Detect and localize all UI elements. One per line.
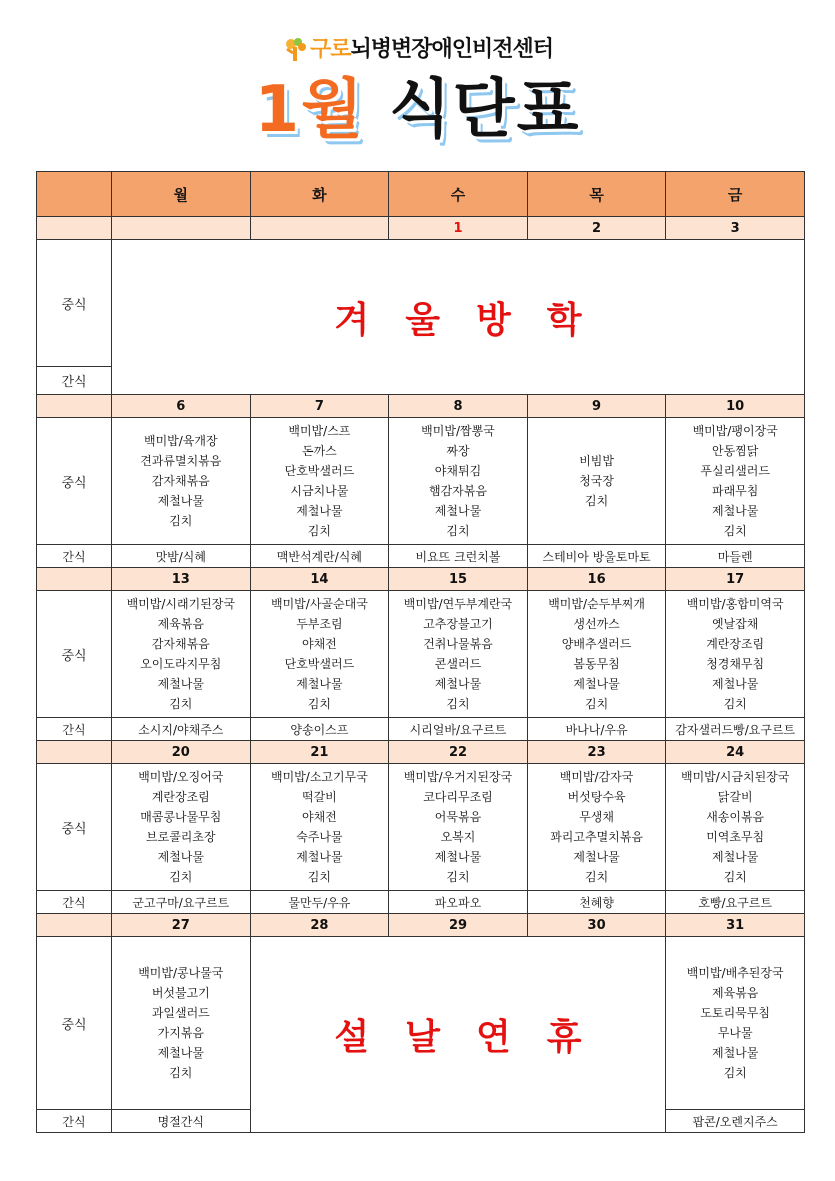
dish-item: 김치 bbox=[584, 870, 609, 884]
dish-item: 무생채 bbox=[579, 810, 614, 824]
lunch-row bbox=[37, 591, 805, 718]
snack-cell: 감자샐러드빵/요구르트 bbox=[666, 718, 805, 741]
dish-item: 백미밥/순두부찌개 bbox=[548, 597, 645, 611]
lunch-cell bbox=[666, 937, 805, 1110]
dish-item: 백미밥/배추된장국 bbox=[686, 966, 784, 980]
date-row bbox=[37, 217, 805, 240]
dish-item: 백미밥/콩나물국 bbox=[138, 966, 224, 980]
weekday-header: 목 bbox=[527, 172, 666, 217]
dish-item: 야채전 bbox=[302, 810, 337, 824]
snack-row bbox=[37, 718, 805, 741]
dish-item: 닭갈비 bbox=[717, 790, 753, 804]
corner-cell bbox=[37, 172, 112, 217]
snack-cell: 팝콘/오렌지주스 bbox=[666, 1110, 805, 1133]
dish-item: 김치 bbox=[446, 870, 470, 884]
dish-item: 버섯탕수육 bbox=[567, 790, 626, 804]
lunch-cell bbox=[389, 418, 528, 545]
dish-item: 브로콜리초장 bbox=[146, 830, 216, 844]
dish-item: 시금치나물 bbox=[290, 484, 349, 498]
dish-item: 제철나물 bbox=[157, 850, 204, 864]
dish-item: 김치 bbox=[307, 870, 331, 884]
dish-item: 매콤콩나물무침 bbox=[140, 810, 222, 824]
lunch-row bbox=[37, 418, 805, 545]
lunch-cell bbox=[527, 764, 666, 891]
date-cell: 15 bbox=[389, 568, 528, 591]
dish-item: 안동찜닭 bbox=[711, 444, 759, 458]
page-title bbox=[0, 68, 835, 152]
date-cell: 28 bbox=[250, 914, 389, 937]
dish-item: 제철나물 bbox=[711, 1046, 759, 1060]
dish-item: 야채튀김 bbox=[434, 464, 482, 478]
dish-item: 백미밥/시래기된장국 bbox=[126, 597, 235, 611]
dish-item: 어묵볶음 bbox=[434, 810, 482, 824]
dish-item: 꽈리고추멸치볶음 bbox=[550, 830, 643, 844]
date-cell: 23 bbox=[527, 741, 666, 764]
dish-item: 생선까스 bbox=[573, 617, 620, 631]
dish-item: 건취나물볶음 bbox=[423, 637, 493, 651]
dish-item: 백미밥/스프 bbox=[288, 424, 351, 438]
dish-item: 가지볶음 bbox=[157, 1026, 204, 1040]
dish-item: 버섯불고기 bbox=[151, 986, 210, 1000]
lunch-label: 중식 bbox=[37, 418, 112, 545]
dish-item: 김치 bbox=[584, 697, 609, 711]
snack-row bbox=[37, 891, 805, 914]
dish-item: 백미밥/시금치된장국 bbox=[680, 770, 790, 784]
date-row bbox=[37, 741, 805, 764]
lunch-cell bbox=[112, 937, 251, 1110]
dish-item: 제철나물 bbox=[157, 1046, 204, 1060]
dish-item: 햄감자볶음 bbox=[429, 484, 487, 498]
snack-cell: 바나나/우유 bbox=[527, 718, 666, 741]
snack-cell: 스테비아 방울토마토 bbox=[527, 545, 666, 568]
snack-cell: 명절간식 bbox=[112, 1110, 251, 1133]
dish-item: 제철나물 bbox=[296, 850, 343, 864]
date-cell: 13 bbox=[112, 568, 251, 591]
dish-item: 김치 bbox=[446, 697, 470, 711]
lunch-cell bbox=[250, 418, 389, 545]
dish-item: 제철나물 bbox=[434, 504, 482, 518]
weekday-header-row bbox=[37, 172, 805, 217]
page-header bbox=[0, 0, 835, 165]
dish-item: 제육볶음 bbox=[711, 986, 759, 1000]
snack-cell: 맥반석계란/식혜 bbox=[250, 545, 389, 568]
dish-item: 제철나물 bbox=[711, 850, 759, 864]
dish-item: 백미밥/소고기무국 bbox=[271, 770, 368, 784]
dish-item: 김치 bbox=[169, 514, 193, 528]
dish-item: 김치 bbox=[723, 870, 747, 884]
snack-cell: 마들렌 bbox=[666, 545, 805, 568]
snack-label: 간식 bbox=[37, 1110, 112, 1133]
snack-cell: 비요뜨 크런치볼 bbox=[389, 545, 528, 568]
lunch-cell bbox=[527, 591, 666, 718]
dish-item: 김치 bbox=[169, 870, 193, 884]
title-month: 1월 bbox=[254, 73, 365, 147]
date-cell: 9 bbox=[527, 395, 666, 418]
dish-item: 제철나물 bbox=[711, 677, 759, 691]
tree-person-icon bbox=[282, 37, 308, 63]
lunch-cell bbox=[112, 418, 251, 545]
snack-label: 간식 bbox=[37, 545, 112, 568]
lunch-cell bbox=[666, 591, 805, 718]
dish-item: 김치 bbox=[723, 1066, 747, 1080]
org-brand: 구로 bbox=[309, 37, 351, 62]
dish-item: 옛날잡채 bbox=[711, 617, 759, 631]
dish-item: 짜장 bbox=[446, 444, 470, 458]
snack-cell: 맛밤/식혜 bbox=[112, 545, 251, 568]
dish-item: 제철나물 bbox=[296, 677, 343, 691]
dish-item: 감자채볶음 bbox=[151, 474, 210, 488]
lunch-label: 중식 bbox=[37, 240, 112, 367]
dish-item: 계란장조림 bbox=[706, 637, 765, 651]
lunch-label: 중식 bbox=[37, 591, 112, 718]
dish-item: 비빔밥 bbox=[579, 454, 614, 468]
lunch-cell bbox=[389, 591, 528, 718]
date-row-label bbox=[37, 395, 112, 418]
date-cell: 3 bbox=[666, 217, 805, 240]
dish-item: 제철나물 bbox=[434, 677, 482, 691]
banner-text: 설날연휴 bbox=[334, 1017, 618, 1058]
date-cell: 10 bbox=[666, 395, 805, 418]
dish-item: 제철나물 bbox=[573, 677, 620, 691]
dish-item: 제철나물 bbox=[157, 494, 204, 508]
snack-cell: 군고구마/요구르트 bbox=[112, 891, 251, 914]
date-cell: 2 bbox=[527, 217, 666, 240]
dish-item: 단호박샐러드 bbox=[284, 464, 355, 478]
lunch-cell bbox=[527, 418, 666, 545]
lunch-row bbox=[37, 937, 805, 1110]
dish-item: 감자채볶음 bbox=[151, 637, 210, 651]
lunch-cell bbox=[112, 591, 251, 718]
date-cell bbox=[112, 217, 251, 240]
date-cell: 6 bbox=[112, 395, 251, 418]
lunch-cell bbox=[112, 764, 251, 891]
dish-item: 김치 bbox=[169, 1066, 193, 1080]
snack-label: 간식 bbox=[37, 891, 112, 914]
org-name: 뇌병변장애인비전센터 bbox=[350, 37, 554, 62]
dish-item: 도토리묵무침 bbox=[700, 1006, 770, 1020]
dish-item: 청국장 bbox=[579, 474, 614, 488]
title-text: 식단표 bbox=[388, 73, 581, 147]
weekday-header: 금 bbox=[666, 172, 805, 217]
date-cell: 24 bbox=[666, 741, 805, 764]
dish-item: 새송이볶음 bbox=[706, 810, 765, 824]
lunch-cell bbox=[250, 764, 389, 891]
dish-item: 코다리무조림 bbox=[423, 790, 493, 804]
dish-item: 과일샐러드 bbox=[151, 1006, 210, 1020]
weekday-header: 월 bbox=[112, 172, 251, 217]
dish-item: 제철나물 bbox=[711, 504, 759, 518]
date-cell: 30 bbox=[527, 914, 666, 937]
dish-item: 제철나물 bbox=[157, 677, 204, 691]
date-cell: 14 bbox=[250, 568, 389, 591]
dish-item: 숙주나물 bbox=[296, 830, 343, 844]
weekday-header: 화 bbox=[250, 172, 389, 217]
dish-item: 계란장조림 bbox=[151, 790, 210, 804]
snack-row bbox=[37, 545, 805, 568]
meal-table bbox=[36, 171, 805, 1133]
dish-item: 백미밥/짬뽕국 bbox=[421, 424, 495, 438]
date-cell: 29 bbox=[389, 914, 528, 937]
snack-cell: 파오파오 bbox=[389, 891, 528, 914]
date-cell bbox=[250, 217, 389, 240]
dish-item: 고추장불고기 bbox=[423, 617, 493, 631]
dish-item: 떡갈비 bbox=[302, 790, 337, 804]
dish-item: 김치 bbox=[307, 524, 331, 538]
dish-item: 김치 bbox=[307, 697, 331, 711]
dish-item: 김치 bbox=[169, 697, 193, 711]
snack-label: 간식 bbox=[37, 367, 112, 395]
date-cell: 17 bbox=[666, 568, 805, 591]
dish-item: 양배추샐러드 bbox=[561, 637, 632, 651]
dish-item: 백미밥/육개장 bbox=[143, 434, 218, 448]
dish-item: 백미밥/연두부계란국 bbox=[403, 597, 513, 611]
org-line bbox=[0, 32, 835, 63]
date-row bbox=[37, 568, 805, 591]
date-row-label bbox=[37, 914, 112, 937]
date-cell: 31 bbox=[666, 914, 805, 937]
dish-item: 제철나물 bbox=[434, 850, 482, 864]
lunch-label: 중식 bbox=[37, 937, 112, 1110]
dish-item: 백미밥/우거지된장국 bbox=[403, 770, 513, 784]
dish-item: 오복지 bbox=[440, 830, 476, 844]
dish-item: 김치 bbox=[723, 697, 747, 711]
lunch-row bbox=[37, 240, 805, 367]
date-cell: 27 bbox=[112, 914, 251, 937]
dish-item: 김치 bbox=[723, 524, 747, 538]
dish-item: 제육볶음 bbox=[157, 617, 204, 631]
dish-item: 두부조림 bbox=[296, 617, 343, 631]
snack-cell: 호빵/요구르트 bbox=[666, 891, 805, 914]
snack-cell: 소시지/야채주스 bbox=[112, 718, 251, 741]
date-cell: 8 bbox=[389, 395, 528, 418]
dish-item: 콘샐러드 bbox=[434, 657, 482, 671]
dish-item: 미역초무침 bbox=[706, 830, 765, 844]
lunch-cell bbox=[250, 591, 389, 718]
dish-item: 돈까스 bbox=[302, 444, 337, 458]
dish-item: 제철나물 bbox=[296, 504, 343, 518]
weekday-header: 수 bbox=[389, 172, 528, 217]
dish-item: 푸실리샐러드 bbox=[700, 464, 770, 478]
snack-cell: 천혜향 bbox=[527, 891, 666, 914]
snack-label: 간식 bbox=[37, 718, 112, 741]
snack-cell: 시리얼바/요구르트 bbox=[389, 718, 528, 741]
date-row-label bbox=[37, 568, 112, 591]
dish-item: 백미밥/감자국 bbox=[559, 770, 634, 784]
dish-item: 견과류멸치볶음 bbox=[140, 454, 222, 468]
date-row-label bbox=[37, 741, 112, 764]
lunch-cell bbox=[389, 764, 528, 891]
dish-item: 김치 bbox=[446, 524, 470, 538]
dish-item: 백미밥/홍합미역국 bbox=[686, 597, 784, 611]
dish-item: 청경채무침 bbox=[706, 657, 765, 671]
date-cell: 22 bbox=[389, 741, 528, 764]
dish-item: 파래무침 bbox=[711, 484, 759, 498]
date-cell: 1 bbox=[389, 217, 528, 240]
dish-item: 백미밥/팽이장국 bbox=[692, 424, 778, 438]
date-row-label bbox=[37, 217, 112, 240]
lunch-cell bbox=[666, 418, 805, 545]
banner-text: 겨울방학 bbox=[334, 299, 618, 341]
dish-item: 백미밥/사골순대국 bbox=[271, 597, 368, 611]
dish-item: 오이도라지무침 bbox=[140, 657, 222, 671]
date-cell: 7 bbox=[250, 395, 389, 418]
dish-item: 무나물 bbox=[717, 1026, 753, 1040]
date-row bbox=[37, 395, 805, 418]
dish-item: 단호박샐러드 bbox=[284, 657, 355, 671]
lunch-row bbox=[37, 764, 805, 891]
dish-item: 백미밥/오징어국 bbox=[138, 770, 224, 784]
snack-cell: 양송이스프 bbox=[250, 718, 389, 741]
dish-item: 봄동무침 bbox=[573, 657, 620, 671]
dish-item: 김치 bbox=[584, 494, 609, 508]
dish-item: 제철나물 bbox=[573, 850, 620, 864]
lunch-cell bbox=[666, 764, 805, 891]
winter-break-banner bbox=[112, 240, 805, 395]
lunch-label: 중식 bbox=[37, 764, 112, 891]
date-row bbox=[37, 914, 805, 937]
holiday-banner bbox=[250, 937, 666, 1133]
dish-item: 야채전 bbox=[302, 637, 337, 651]
snack-cell: 물만두/우유 bbox=[250, 891, 389, 914]
date-cell: 20 bbox=[112, 741, 251, 764]
date-cell: 16 bbox=[527, 568, 666, 591]
date-cell: 21 bbox=[250, 741, 389, 764]
